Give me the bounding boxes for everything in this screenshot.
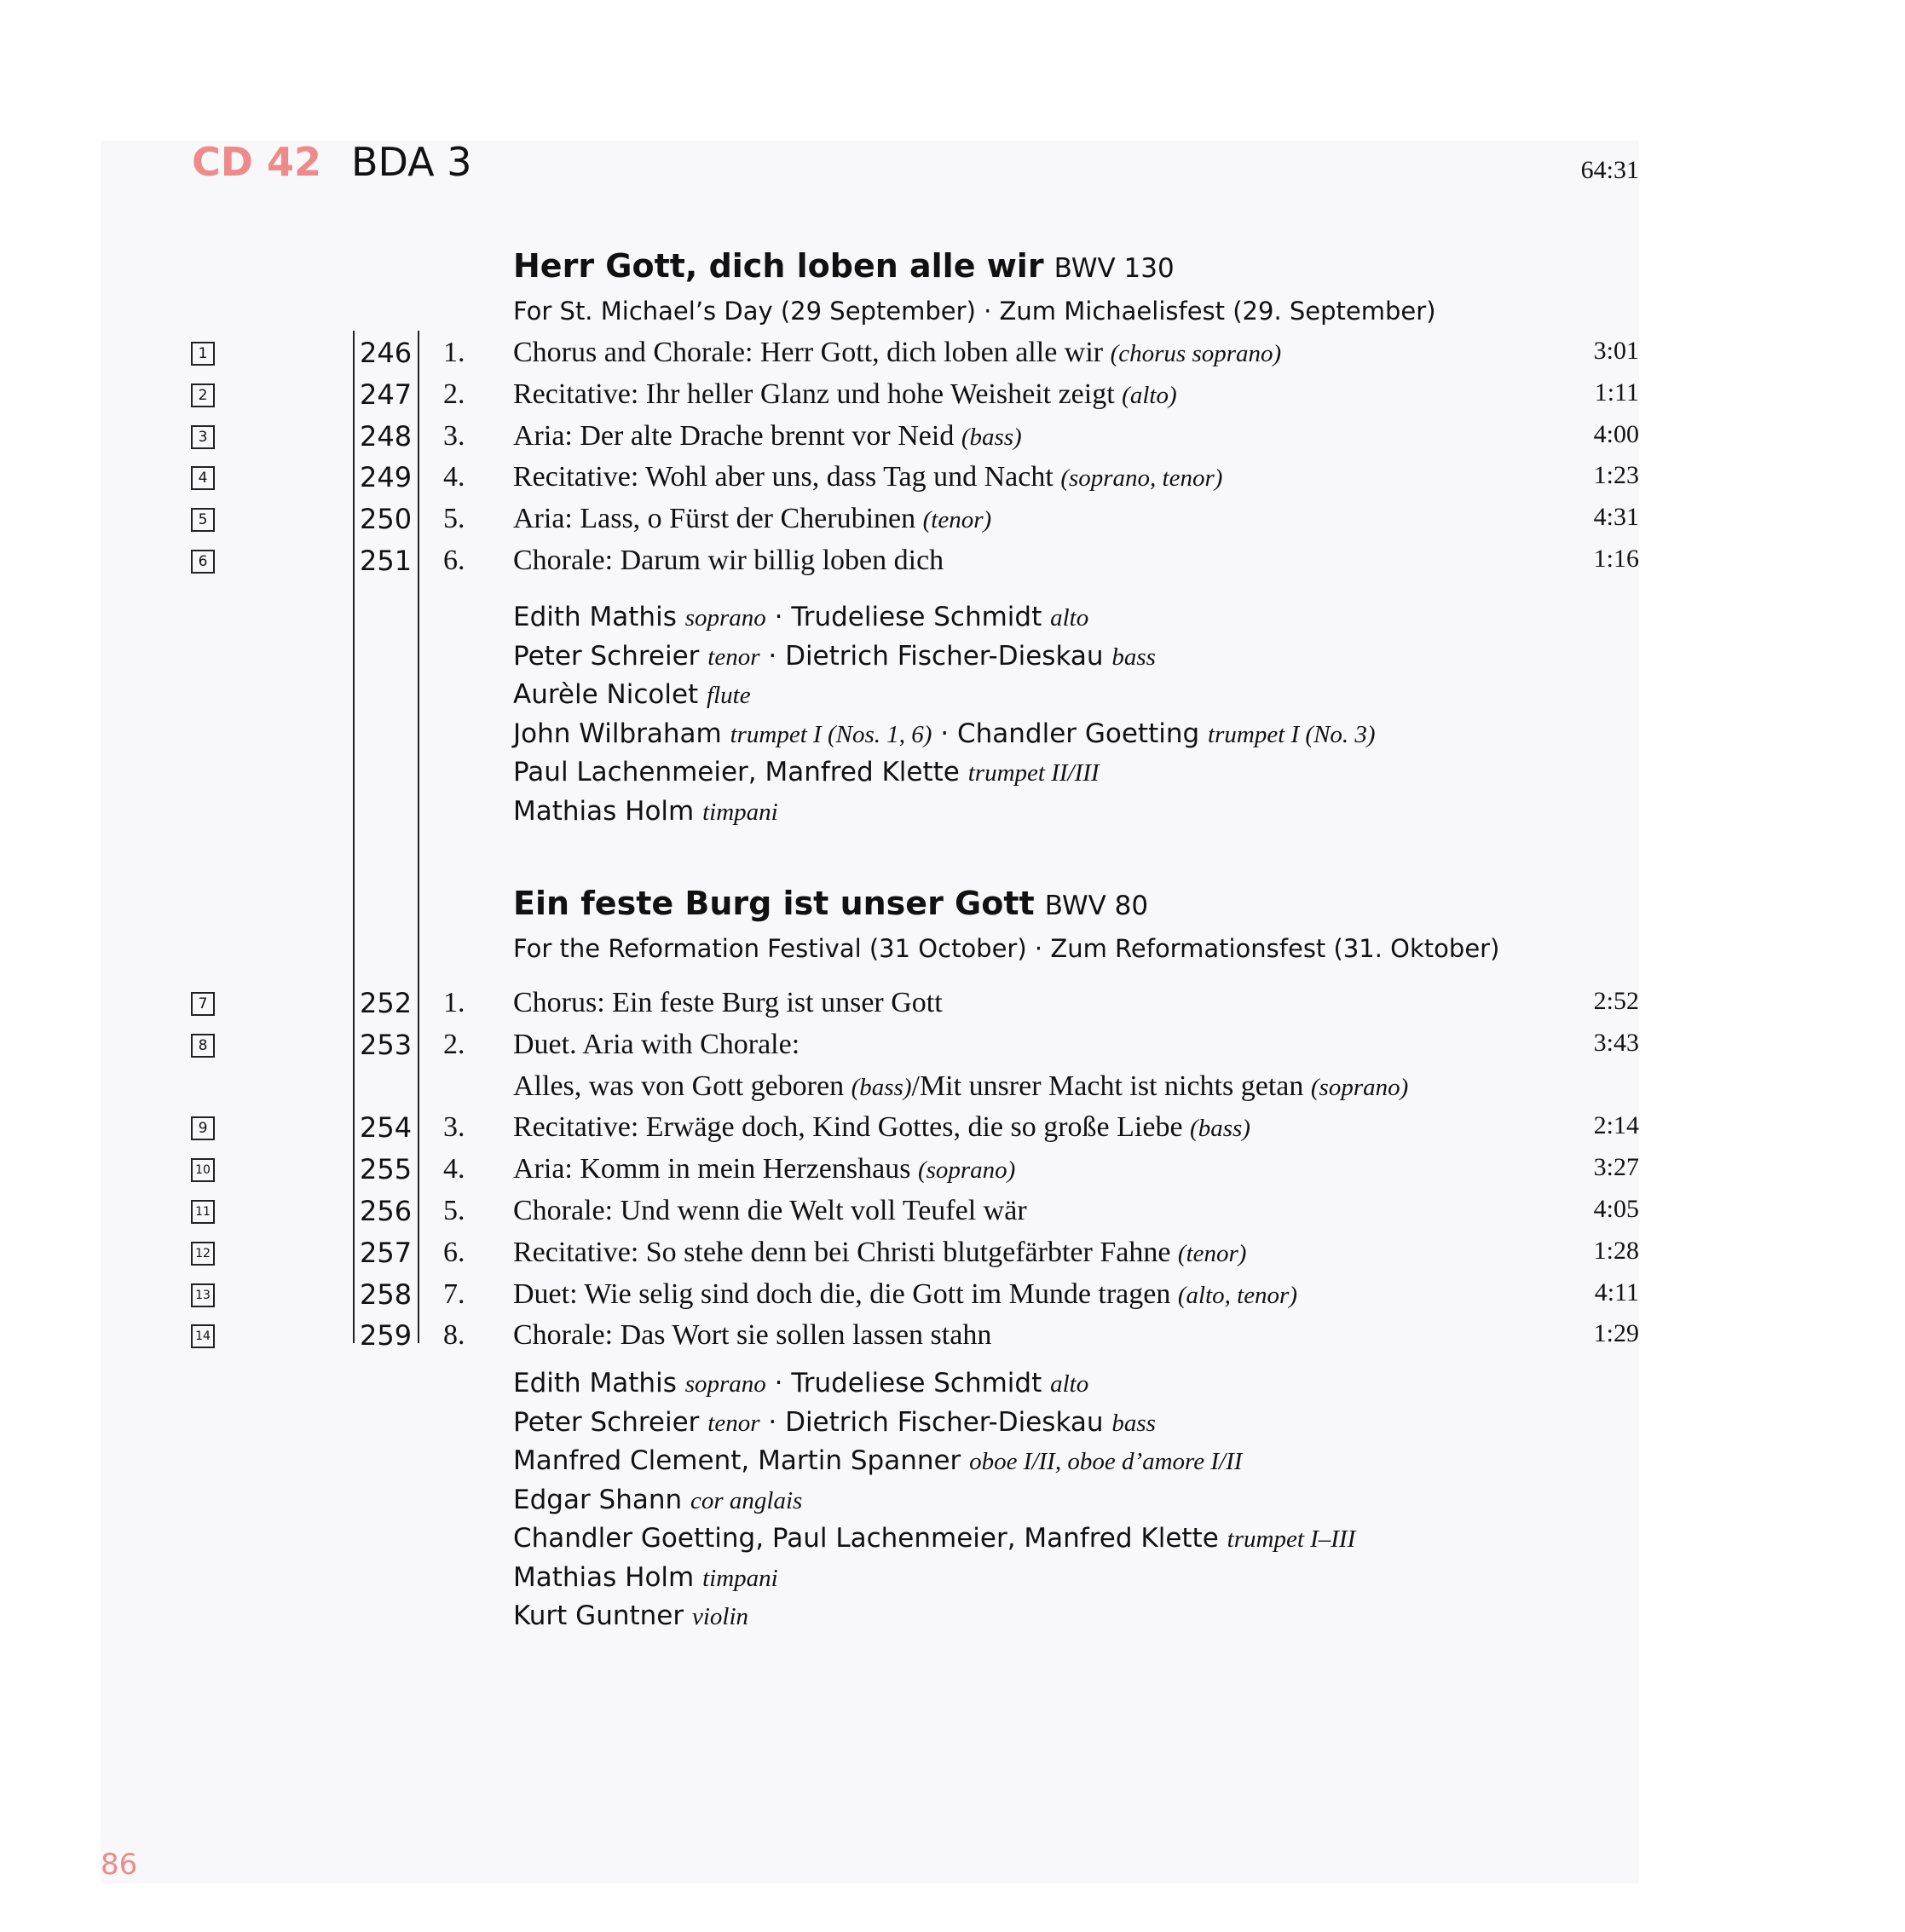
track-duration: 4:11 (1594, 1277, 1639, 1306)
track-number-box: 2 (191, 384, 215, 407)
track-number-box: 13 (191, 1283, 215, 1307)
movement-title-text: Recitative: Ihr heller Glanz und hohe Weisheit zeigt (513, 378, 1115, 410)
track-number-box: 12 (191, 1242, 215, 1266)
bwv-track-number: 251 (360, 545, 413, 577)
performer-name: Dietrich Fischer-Dieskau (785, 640, 1104, 672)
track-row (0, 987, 1905, 1028)
performer-line (513, 1600, 748, 1631)
performer-name: Dietrich Fischer-Dieskau (785, 1406, 1104, 1438)
performer-role: alto (1050, 604, 1089, 632)
bwv-track-number: 253 (360, 1028, 413, 1061)
bwv-track-number: 254 (360, 1111, 413, 1145)
performer-line (513, 1445, 1242, 1476)
performer-name: Edith Mathis (513, 1368, 677, 1399)
movement-title (513, 378, 1177, 411)
movement-title (513, 1319, 991, 1352)
disc-title: BDA 3 (351, 139, 472, 185)
movement-title (513, 1153, 1015, 1185)
movement-title-text: Chorale: Darum wir billig loben dich (513, 545, 944, 576)
bwv-track-number: 247 (360, 378, 413, 411)
track-number-box: 9 (191, 1116, 215, 1140)
work-title-text: Ein feste Burg ist unser Gott (513, 885, 1035, 922)
movement-title-text: Chorus and Chorale: Herr Gott, dich loben alle wir (513, 337, 1104, 368)
performer-line (513, 602, 1088, 632)
movement-number: 5. (443, 1195, 465, 1226)
movement-title (513, 1070, 1408, 1103)
bwv-track-number: 258 (360, 1277, 413, 1311)
movement-title-text: Duet: Wie selig sind doch die, die Gott im Munde tragen (513, 1277, 1171, 1310)
track-number-box: 1 (191, 342, 215, 366)
voice-label: (tenor) (922, 506, 992, 534)
performer-name: Manfred Clement, Martin Spanner (513, 1445, 961, 1476)
track-number-box: 11 (191, 1200, 215, 1224)
track-duration: 4:00 (1593, 419, 1639, 448)
page-number: 86 (101, 1848, 138, 1882)
performer-name: Peter Schreier (513, 1406, 700, 1438)
movement-number: 3. (443, 1111, 465, 1144)
performer-role: tenor (707, 643, 760, 671)
performer-line (513, 718, 1376, 749)
track-number-box: 5 (191, 508, 215, 532)
track-duration: 1:29 (1593, 1319, 1639, 1348)
bwv-track-number: 249 (360, 461, 413, 494)
performer-line (513, 1368, 1088, 1399)
separator-dot: · (765, 602, 792, 632)
movement-title (513, 337, 1281, 369)
performer-role: timpani (702, 798, 778, 826)
track-duration: 1:23 (1593, 461, 1639, 490)
performer-name: Chandler Goetting (956, 718, 1200, 749)
track-duration: 4:05 (1593, 1195, 1639, 1223)
track-duration: 3:27 (1593, 1153, 1639, 1182)
track-number-box: 6 (191, 550, 215, 574)
bwv-track-number: 259 (360, 1319, 413, 1352)
movement-number: 4. (443, 461, 465, 493)
track-row (0, 503, 1905, 544)
bwv-track-number: 246 (360, 337, 413, 369)
separator-dot: · (932, 718, 957, 749)
track-row (0, 1195, 1905, 1236)
performer-name: Peter Schreier (513, 640, 700, 672)
performer-name: Kurt Guntner (513, 1600, 684, 1631)
track-row (0, 1029, 1905, 1070)
performer-name: Aurèle Nicolet (513, 679, 699, 710)
movement-title-text: Chorale: Und wenn die Welt voll Teufel wär (513, 1195, 1027, 1226)
movement-title-text: Recitative: Erwäge doch, Kind Gottes, die so große Liebe (513, 1111, 1183, 1144)
performer-role: tenor (707, 1409, 760, 1437)
work-title (513, 247, 1175, 285)
performer-role: trumpet I (No. 3) (1208, 720, 1376, 748)
separator-dot: · (759, 640, 786, 672)
movement-title-text: Chorus: Ein feste Burg ist unser Gott (513, 987, 943, 1018)
track-duration: 4:31 (1593, 503, 1639, 532)
bwv-track-number: 257 (360, 1236, 413, 1269)
movement-title (513, 1237, 1246, 1269)
movement-title-text: Aria: Lass, o Fürst der Cherubinen (513, 503, 916, 535)
movement-number: 6. (443, 1236, 465, 1268)
movement-number: 6. (443, 545, 465, 576)
movement-title-text: Chorale: Das Wort sie sollen lassen stahn (513, 1319, 992, 1352)
movement-title-text: Alles, was von Gott geboren (513, 1070, 845, 1102)
cd-number: CD 42 (192, 139, 321, 185)
performer-role: alto (1050, 1370, 1089, 1398)
movement-title (513, 987, 943, 1019)
track-row (0, 337, 1905, 378)
movement-title (513, 1195, 1027, 1227)
performer-name: Paul Lachenmeier, Manfred Klette (513, 757, 960, 787)
performer-role: cor anglais (690, 1486, 803, 1514)
performer-line (513, 641, 1156, 672)
movement-number: 5. (443, 503, 465, 535)
track-number-box: 7 (191, 992, 215, 1016)
track-number-box: 8 (191, 1034, 215, 1058)
performer-role: trumpet I–III (1227, 1525, 1356, 1553)
movement-number: 3. (443, 419, 465, 452)
track-number-box: 3 (191, 425, 215, 449)
track-duration: 2:52 (1593, 987, 1639, 1015)
movement-number: 2. (443, 1028, 465, 1060)
performer-role: oboe I/II, oboe d’amore I/II (969, 1448, 1243, 1475)
movement-number: 1. (443, 987, 465, 1018)
movement-title (513, 420, 1022, 453)
movement-number: 2. (443, 378, 465, 410)
movement-title-text: /Mit unsrer Macht ist nichts getan (911, 1070, 1304, 1102)
track-row (0, 420, 1905, 461)
separator-dot: · (765, 1368, 792, 1399)
track-duration: 1:16 (1593, 545, 1639, 573)
movement-title (513, 503, 991, 535)
work-occasion: For St. Michael’s Day (29 September) · Zum Michaelisfest (29. September) (513, 297, 1436, 326)
performer-role: bass (1111, 1409, 1156, 1437)
voice-label: (alto, tenor) (1177, 1281, 1298, 1309)
track-duration: 1:28 (1593, 1236, 1639, 1265)
track-row (0, 1319, 1905, 1360)
movement-number: 7. (443, 1277, 465, 1310)
track-duration: 1:11 (1594, 378, 1639, 407)
track-row (0, 378, 1905, 419)
track-duration: 3:43 (1593, 1028, 1639, 1057)
performer-name: Mathias Holm (513, 1561, 695, 1593)
movement-title (513, 1111, 1250, 1144)
performer-role: bass (1111, 643, 1156, 671)
track-row (0, 1111, 1905, 1152)
performer-line (513, 796, 778, 827)
performer-role: soprano (684, 604, 766, 632)
movement-title (513, 545, 944, 577)
performer-name: Edgar Shann (513, 1484, 683, 1515)
track-number-box: 10 (191, 1158, 215, 1182)
movement-title (513, 1278, 1297, 1311)
track-row (0, 1278, 1905, 1319)
total-duration: 64:31 (1580, 156, 1639, 184)
performer-name: Trudeliese Schmidt (791, 602, 1042, 632)
track-duration: 2:14 (1593, 1111, 1639, 1140)
performer-line (513, 1485, 802, 1515)
performer-line (513, 1407, 1156, 1438)
performer-role: flute (707, 682, 751, 709)
movement-title-text: Recitative: Wohl aber uns, dass Tag und Nacht (513, 461, 1054, 493)
work-occasion: For the Reformation Festival (31 October) · Zum Reformationsfest (31. Oktober) (513, 934, 1500, 963)
voice-label: (soprano) (1310, 1073, 1409, 1101)
performer-role: violin (691, 1603, 749, 1630)
track-row (0, 1070, 1905, 1111)
bwv-track-number: 248 (360, 419, 413, 453)
performer-role: soprano (684, 1370, 766, 1398)
track-row (0, 1237, 1905, 1277)
voice-label: (bass) (961, 423, 1022, 451)
movement-number: 8. (443, 1319, 465, 1352)
track-row (0, 545, 1905, 585)
separator-dot: · (759, 1406, 786, 1438)
track-number-box: 4 (191, 466, 215, 490)
bwv-track-number: 255 (360, 1153, 413, 1186)
work-title-text: Herr Gott, dich loben alle wir (513, 247, 1044, 285)
movement-title-text: Aria: Der alte Drache brennt vor Neid (513, 419, 955, 452)
movement-number: 1. (443, 337, 465, 368)
performer-name: Edith Mathis (513, 602, 677, 632)
bwv-number: BWV 130 (1054, 253, 1175, 284)
performer-name: Trudeliese Schmidt (791, 1368, 1042, 1399)
track-number-box: 14 (191, 1324, 215, 1348)
track-duration: 3:01 (1593, 337, 1639, 365)
performer-line (513, 1562, 778, 1593)
voice-label: (bass) (1190, 1115, 1250, 1143)
track-row (0, 1153, 1905, 1194)
voice-label: (bass) (851, 1073, 912, 1101)
movement-title-text: Recitative: So stehe denn bei Christi blutgefärbter Fahne (513, 1236, 1171, 1268)
track-row (0, 461, 1905, 502)
voice-label: (chorus soprano) (1110, 340, 1282, 367)
performer-line (513, 679, 751, 710)
voice-label: (soprano, tenor) (1060, 464, 1223, 493)
performer-line (513, 757, 1100, 787)
performer-role: trumpet I (Nos. 1, 6) (730, 720, 932, 748)
movement-title (513, 1029, 800, 1061)
performer-name: Chandler Goetting, Paul Lachenmeier, Manfred Klette (513, 1523, 1219, 1554)
bwv-track-number: 252 (360, 987, 413, 1019)
work-title (513, 885, 1148, 922)
bwv-track-number: 250 (360, 503, 413, 536)
bwv-number: BWV 80 (1044, 891, 1149, 921)
movement-number: 4. (443, 1153, 465, 1185)
bwv-track-number: 256 (360, 1195, 413, 1227)
movement-title-text: Duet. Aria with Chorale: (513, 1028, 800, 1060)
movement-title-text: Aria: Komm in mein Herzenshaus (513, 1153, 911, 1185)
voice-label: (alto) (1122, 381, 1177, 409)
performer-name: Mathias Holm (513, 795, 695, 827)
voice-label: (tenor) (1177, 1239, 1247, 1267)
voice-label: (soprano) (917, 1156, 1016, 1185)
performer-name: John Wilbraham (513, 718, 722, 749)
performer-line (513, 1523, 1355, 1554)
performer-role: timpani (702, 1564, 778, 1592)
movement-title (513, 461, 1222, 493)
performer-role: trumpet II/III (967, 759, 1100, 787)
